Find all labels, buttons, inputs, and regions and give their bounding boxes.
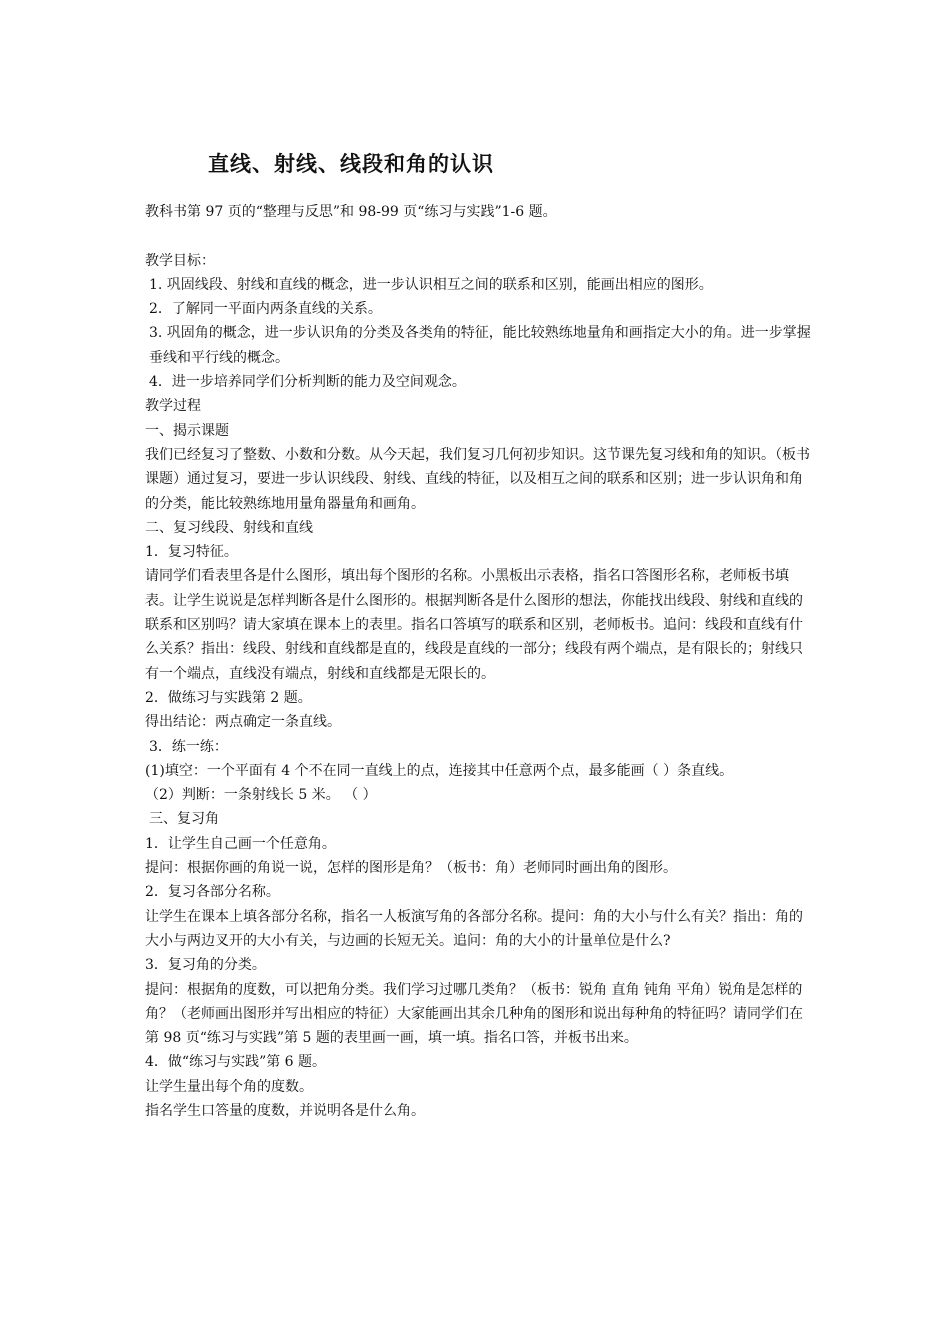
goals-heading: 教学目标： — [145, 252, 215, 269]
section2-item2: 2．做练习与实践第 2 题。 — [145, 689, 312, 706]
section1-heading: 一、揭示课题 — [145, 422, 229, 439]
intro-text: 教科书第 97 页的“整理与反思”和 98-99 页“练习与实践”1-6 题。 — [145, 204, 557, 220]
section3-text2: 让学生在课本上填各部分名称，指名一人板演写角的各部分名称。提问：角的大小与什么有关？指出：角的大小与两边叉开的大小有关，与边画的长短无关。追问：角的大小的计量单位是什么? — [145, 908, 803, 949]
section2-heading: 二、复习线段、射线和直线 — [145, 519, 313, 536]
section3-item4: 4．做“练习与实践”第 6 题。 — [145, 1054, 327, 1071]
exercise-judge: （2）判断：一条射线长 5 米。 （ ） — [145, 787, 377, 804]
goal-item: 2．了解同一平面内两条直线的关系。 — [149, 301, 382, 318]
process-heading: 教学过程 — [145, 398, 201, 415]
section3-item3: 3．复习角的分类。 — [145, 957, 266, 974]
section2-item3: 3．练一练： — [149, 738, 228, 755]
page-title: 直线、射线、线段和角的认识 — [208, 152, 494, 176]
goal-item: 4．进一步培养同学们分析判断的能力及空间观念。 — [149, 374, 466, 391]
section3-text1: 提问：根据你画的角说一说，怎样的图形是角？（板书：角）老师同时画出角的图形。 — [145, 860, 677, 877]
section3-text4a: 让学生量出每个角的度数。 — [145, 1078, 313, 1095]
section3-text4b: 指名学生口答量的度数，并说明各是什么角。 — [145, 1102, 425, 1119]
section2-conclusion: 得出结论：两点确定一条直线。 — [145, 714, 341, 731]
section3-heading: 三、复习角 — [149, 811, 219, 828]
section3-item2: 2．复习各部分名称。 — [145, 884, 280, 901]
section2-item1: 1．复习特征。 — [145, 544, 238, 561]
goal-item: 1. 巩固线段、射线和直线的概念，进一步认识相互之间的联系和区别，能画出相应的图形。 — [149, 276, 713, 293]
document-body — [145, 200, 815, 1123]
section1-text: 我们已经复习了整数、小数和分数。从今天起，我们复习几何初步知识。这节课先复习线和角的知识。（板书课题）通过复习，要进一步认识线段、射线、直线的特征，以及相互之间的联系和区别；进一步认识角和角的分类，能比较熟练地用量角器量角和画角。 — [145, 446, 810, 512]
section3-item1: 1．让学生自己画一个任意角。 — [145, 835, 336, 852]
exercise-fill-blank: (1)填空：一个平面有 4 个不在同一直线上的点，连接其中任意两个点，最多能画（ ）条直线。 — [145, 762, 734, 779]
section2-text1: 请同学们看表里各是什么图形，填出每个图形的名称。小黑板出示表格，指名口答图形名称，老师板书填表。让学生说说是怎样判断各是什么图形的。根据判断各是什么图形的想法，你能找出线段、射线和直线的联系和区别吗？请大家填在课本上的表里。指名口答填写的联系和区别，老师板书。追问：线段和直线有什么关系？指出：线段、射线和直线都是直的，线段是直线的一部分；线段有两个端点，是有限长的；射线只有一个端点，直线没有端点，射线和直线都是无限长的。 — [145, 568, 803, 682]
spacer — [145, 224, 815, 248]
section3-text3: 提问：根据角的度数，可以把角分类。我们学习过哪几类角？（板书：锐角 直角 钝角 平角）锐角是怎样的角？（老师画出图形并写出相应的特征）大家能画出其余几种角的图形和说出每种角的特征吗？请同学们在第 98 页“练习与实践”第 5 题的表里画一画，填一填。指名口答，并板书出来。 — [145, 981, 803, 1047]
goal-item: 3. 巩固角的概念，进一步认识角的分类及各类角的特征，能比较熟练地量角和画指定大小的角。进一步掌握垂线和平行线的概念。 — [149, 325, 811, 366]
